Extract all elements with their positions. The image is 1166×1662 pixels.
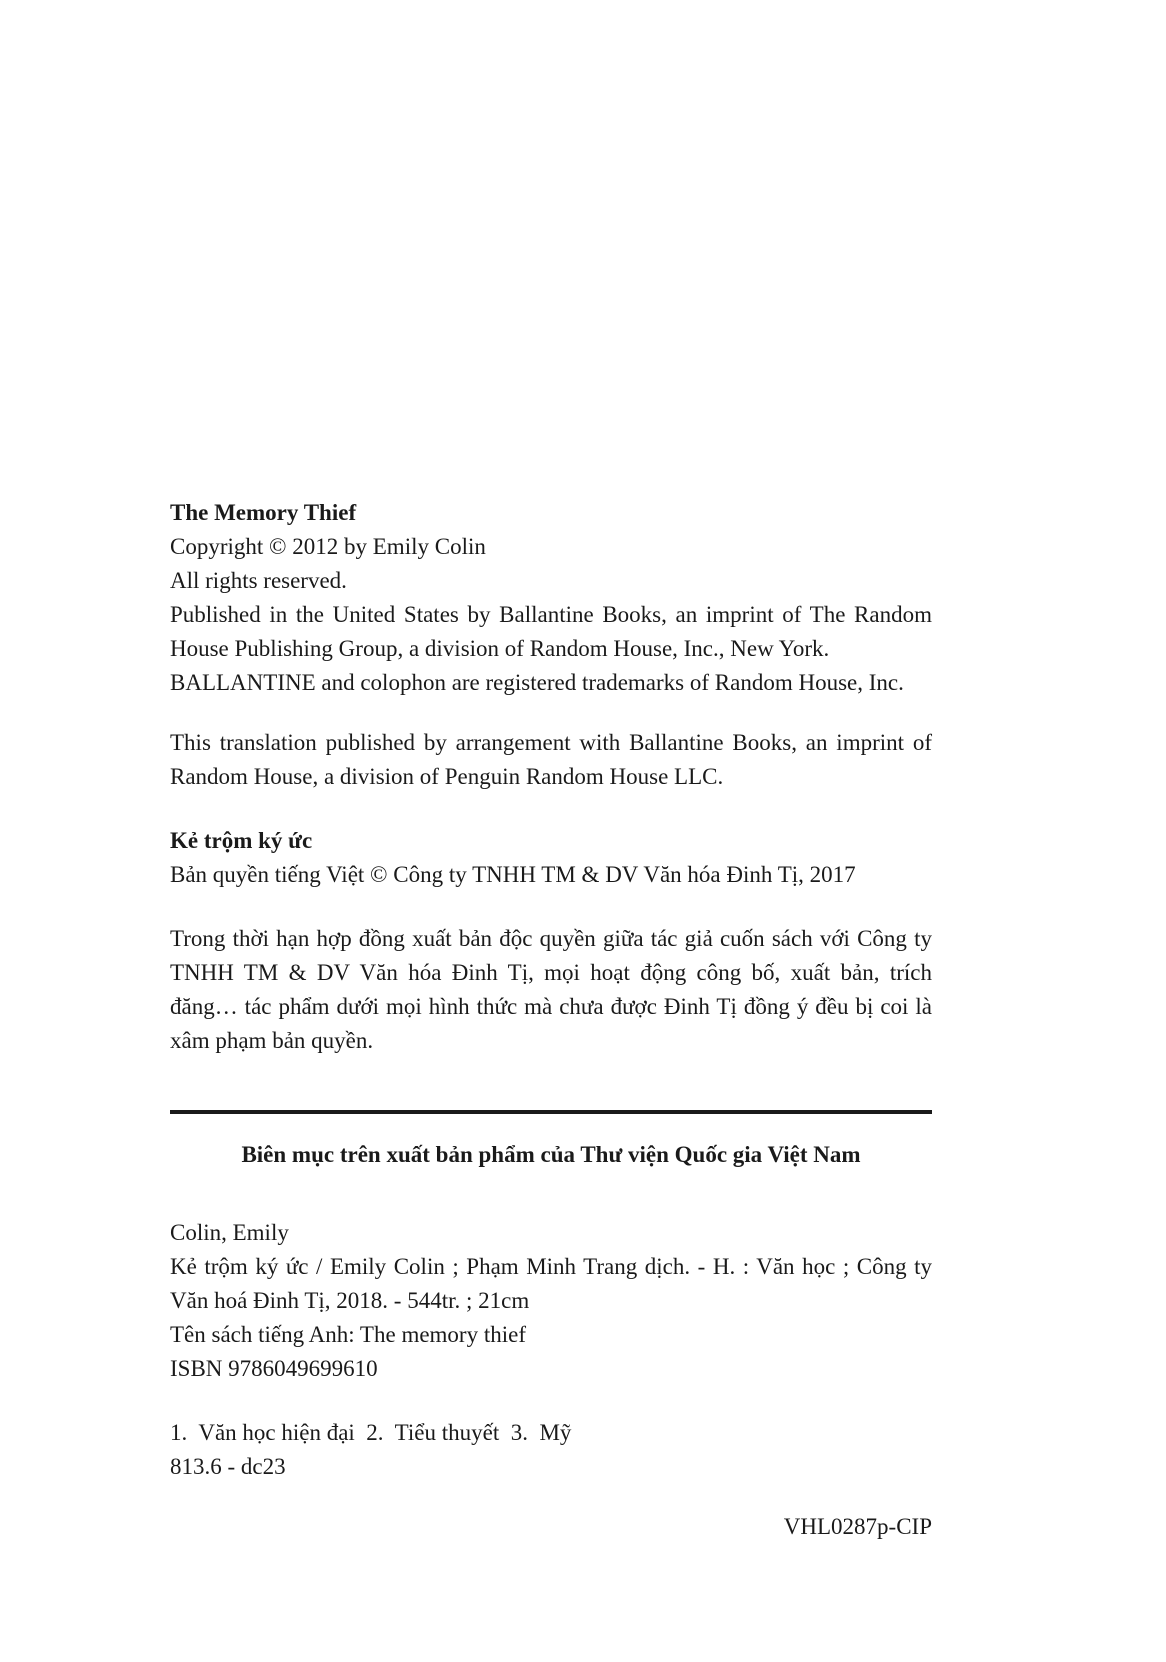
- cip-entry-line: Kẻ trộm ký ức / Emily Colin ; Phạm Minh Trang dịch. - H. : Văn học ; Công ty Văn hoá Đinh Tị, 2018. - 544tr. ; 21cm: [170, 1254, 932, 1313]
- english-copyright-block: [170, 496, 932, 700]
- cip-original-title-line: Tên sách tiếng Anh: The memory thief: [170, 1322, 526, 1347]
- exclusive-rights-notice: Trong thời hạn hợp đồng xuất bản độc quyền giữa tác giả cuốn sách với Công ty TNHH TM & DV Văn hóa Đinh Tị, mọi hoạt động công bố, xuất bản, trích đăng… tác phẩm dưới mọi hình thức mà chưa được Đinh Tị đồng ý đều bị coi là xâm phạm bản quyền.: [170, 926, 932, 1053]
- cip-subjects-line: 1. Văn học hiện đại 2. Tiểu thuyết 3. Mỹ: [170, 1420, 572, 1445]
- book-title-vietnamese: Kẻ trộm ký ức: [170, 828, 313, 853]
- page-content: [170, 496, 932, 1544]
- section-divider: [170, 1110, 932, 1114]
- cip-block: [170, 1138, 932, 1544]
- translation-arrangement-paragraph: This translation published by arrangement with Ballantine Books, an imprint of Random House, a division of Penguin Random House LLC.: [170, 730, 932, 789]
- book-title-english: The Memory Thief: [170, 500, 357, 525]
- cip-dewey-line: 813.6 - dc23: [170, 1454, 286, 1479]
- vietnamese-copyright-line: Bản quyền tiếng Việt © Công ty TNHH TM & DV Văn hóa Đinh Tị, 2017: [170, 862, 856, 887]
- published-line: Published in the United States by Ballantine Books, an imprint of The Random House Publishing Group, a division of Random House, Inc., New York.: [170, 602, 932, 661]
- cip-isbn-line: ISBN 9786049699610: [170, 1356, 378, 1381]
- trademark-line: BALLANTINE and colophon are registered trademarks of Random House, Inc.: [170, 670, 904, 695]
- rights-line: All rights reserved.: [170, 568, 347, 593]
- cip-code: VHL0287p-CIP: [783, 1514, 932, 1539]
- vietnamese-copyright-block: [170, 824, 932, 892]
- copyright-line: Copyright © 2012 by Emily Colin: [170, 534, 486, 559]
- cip-author-line: Colin, Emily: [170, 1220, 289, 1245]
- cip-heading: Biên mục trên xuất bản phẩm của Thư viện Quốc gia Việt Nam: [241, 1142, 861, 1167]
